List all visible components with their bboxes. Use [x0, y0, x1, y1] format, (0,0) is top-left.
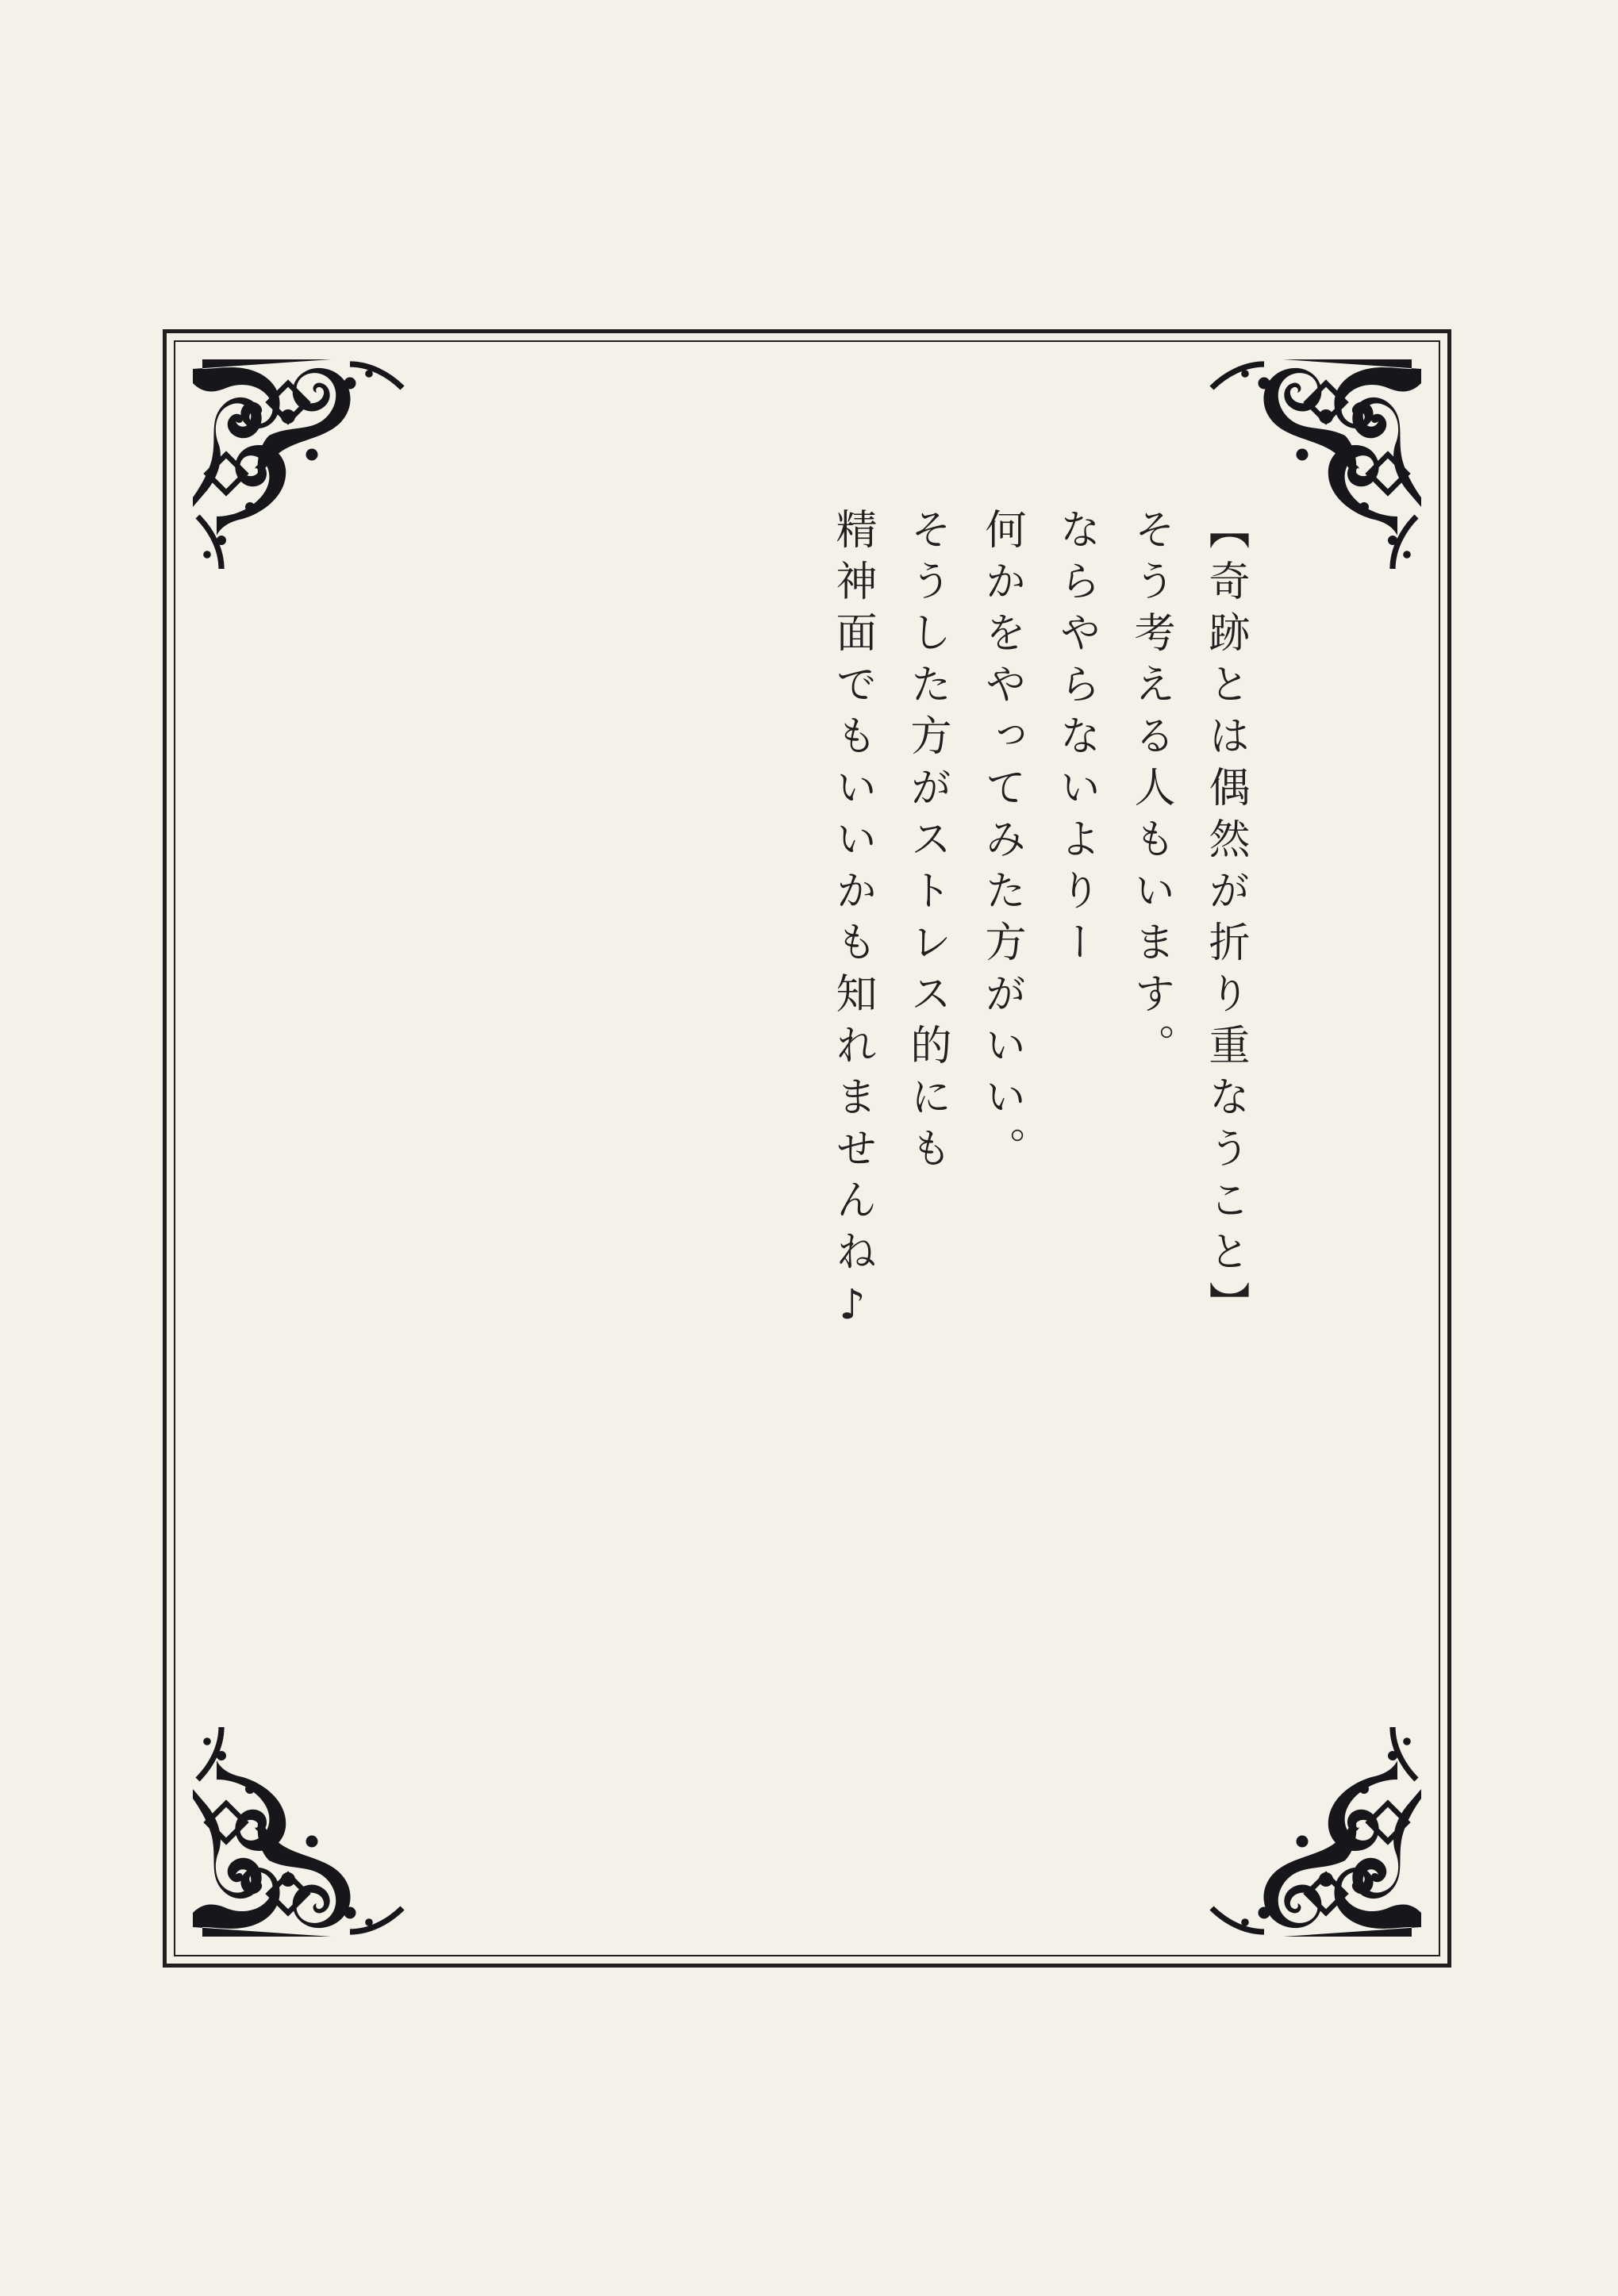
text-line: ならやらないよりー [1052, 508, 1100, 972]
filigree-corner-ornament-icon [1193, 1708, 1431, 1946]
filigree-corner-ornament-icon [183, 1708, 421, 1946]
text-line: 【奇跡とは偶然が折り重なうこと】 [1201, 508, 1249, 1333]
text-line: そうした方がストレス的にも [903, 508, 951, 1178]
text-line: 何かをやってみた方がいい。 [978, 508, 1025, 1178]
text-line: 精神面でもいいかも知れませんね♪ [828, 508, 876, 1339]
vertical-text-block [381, 508, 1249, 1563]
text-line: そう考える人もいます。 [1127, 508, 1174, 1075]
